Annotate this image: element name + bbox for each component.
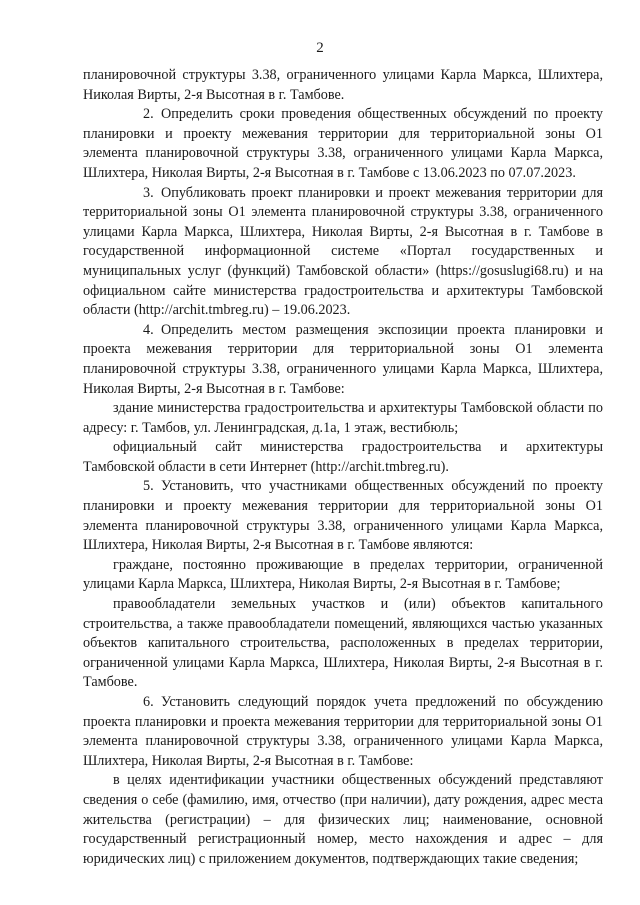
paragraph-text: Установить следующий порядок учета предложений по обсуждению проекта планировки и проекта межевания территории для территориальной зоны О1 элемента планировочной структуры 3.38, ограниченного улицами Карла Маркса, Шлихтера, Николая Вирты, 2-я Высотная в г. Тамбове:: [83, 694, 603, 769]
paragraph: [83, 184, 603, 321]
paragraph: [83, 105, 603, 183]
paragraph: [83, 399, 603, 438]
paragraph: [83, 321, 603, 399]
paragraph: [83, 771, 603, 869]
paragraph: [83, 66, 603, 105]
paragraph: [83, 438, 603, 477]
paragraph: [83, 556, 603, 595]
paragraph-text: здание министерства градостроительства и архитектуры Тамбовской области по адресу: г. Тамбов, ул. Ленинградская, д.1а, 1 этаж, вестибюль;: [83, 400, 603, 436]
paragraph: [83, 477, 603, 555]
paragraph-number: 5.: [143, 478, 154, 495]
paragraph-text: Опубликовать проект планировки и проект межевания территории для территориальной зоны О1 элемента планировочной структуры 3.38, ограниченного улицами Карла Маркса, Шлихтера, Николая Вирты, 2-я Высотная в г. Тамбове в государственной информационной системе «Портал государственных и муниципальных услуг (функций) Тамбовской области» (https://gosuslugi68.ru) и на официальном сайте министерства градостроительства и архитектуры Тамбовской области (http://archit.tmbreg.ru) – 19.06.2023.: [83, 184, 603, 319]
paragraph-text: планировочной структуры 3.38, ограниченного улицами Карла Маркса, Шлихтера, Николая Вирты, 2-я Высотная в г. Тамбове.: [83, 67, 603, 103]
paragraph-text: Определить местом размещения экспозиции проекта планировки и проекта межевания территории для территориальной зоны О1 элемента планировочной структуры 3.38, ограниченного улицами Карла Маркса, Шлихтера, Николая Вирты, 2-я Высотная в г. Тамбове:: [83, 321, 603, 397]
paragraph-text: Установить, что участниками общественных обсуждений по проекту планировки и проекту межевания территории для территориальной зоны О1 элемента планировочной структуры 3.38, ограниченного улицами Карла Маркса, Шлихтера, Николая Вирты, 2-я Высотная в г. Тамбове являются:: [83, 478, 603, 554]
document-body: [83, 66, 603, 869]
paragraph-text: в целях идентификации участники общественных обсуждений представляют сведения о себе (фамилию, имя, отчество (при наличии), дату рождения, адрес места жительства (регистрации) – для физических лиц; наименование, основной государственный регистрационный номер, место нахождения и адрес – для юридических лиц) с приложением документов, подтверждающих такие сведения;: [83, 772, 603, 867]
paragraph: [83, 693, 603, 771]
paragraph-number: 4.: [143, 321, 154, 338]
paragraph: [83, 595, 603, 693]
paragraph-text: Определить сроки проведения общественных обсуждений по проекту планировки и проекту межевания территории для территориальной зоны О1 элемента планировочной структуры 3.38, ограниченного улицами Карла Маркса, Шлихтера, Николая Вирты, 2-я Высотная в г. Тамбове с 13.06.2023 по 07.07.2023.: [83, 106, 603, 181]
paragraph-number: 3.: [143, 184, 154, 201]
paragraph-number: 2.: [143, 106, 154, 123]
paragraph-text: правообладатели земельных участков и (или) объектов капитального строительства, а также правообладатели помещений, являющихся частью указанных объектов капитального строительства, расположенных в пределах территории, ограниченной улицами Карла Маркса, Шлихтера, Николая Вирты, 2-я Высотная в г. Тамбове.: [83, 596, 603, 691]
paragraph-text: официальный сайт министерства градостроительства и архитектуры Тамбовской области в сети Интернет (http://archit.tmbreg.ru).: [83, 439, 603, 475]
page-number: 2: [316, 40, 324, 56]
paragraph-number: 6.: [143, 694, 154, 710]
paragraph-text: граждане, постоянно проживающие в пределах территории, ограниченной улицами Карла Маркса, Шлихтера, Николая Вирты, 2-я Высотная в г. Тамбове;: [83, 556, 603, 593]
